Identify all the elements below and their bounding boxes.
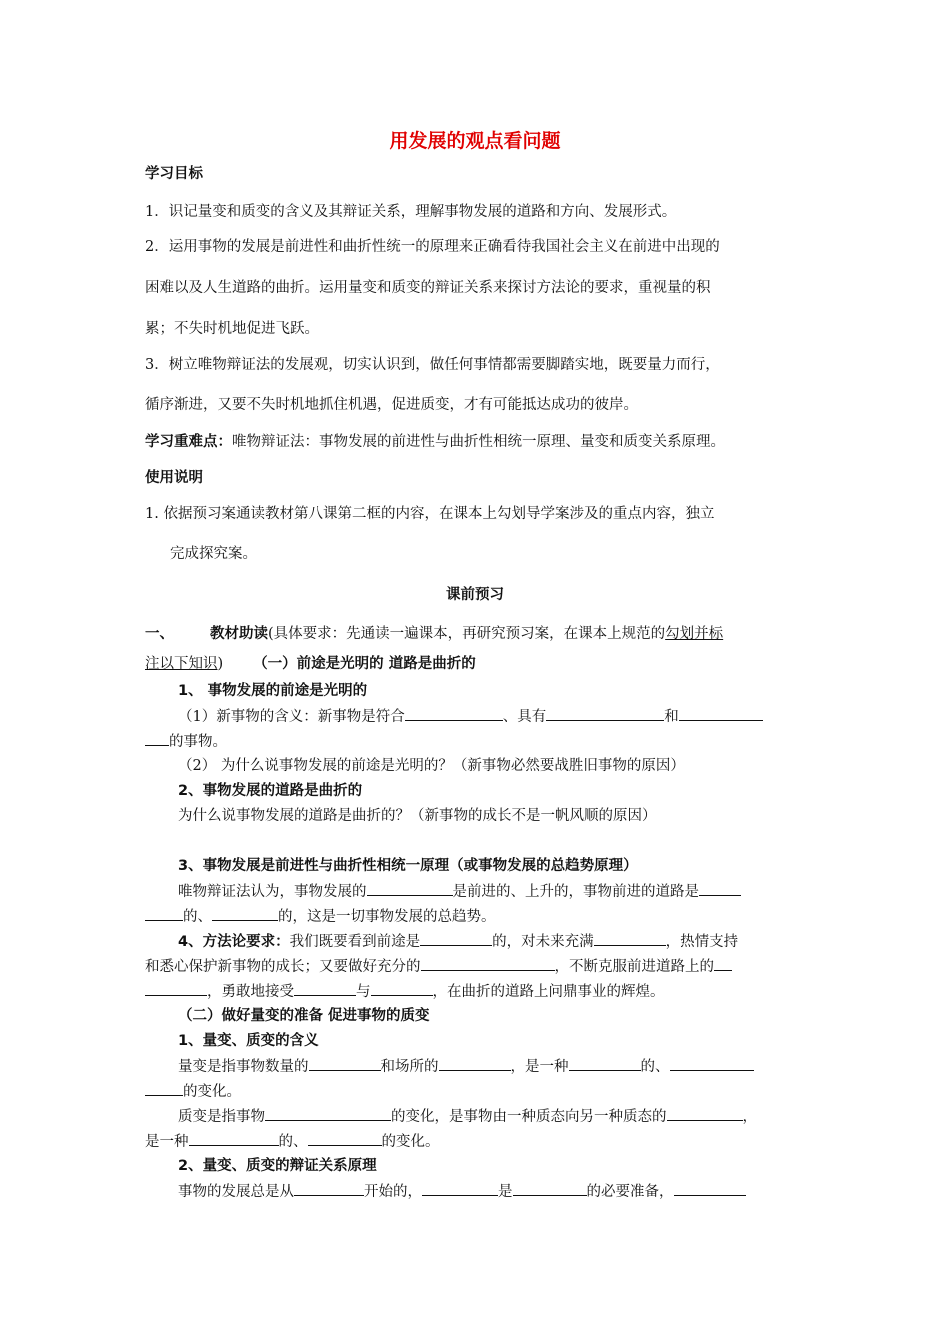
blank[interactable] [294,1181,364,1196]
section-1-title: 教材助读 [210,626,268,642]
goal-3-line-1: 3．树立唯物辩证法的发展观，切实认识到，做任何事情都需要脚踏实地，既要量力而行， [145,357,720,373]
q2-heading: 2、量变、质变的辩证关系原理 [178,1158,377,1174]
item-1-1-line-2: 的事物。 [145,731,227,752]
section-1-line-1 [145,624,723,644]
goal-2-line-1: 2．运用事物的发展是前进性和曲折性统一的原理来正确看待我国社会主义在前进中出现的 [145,239,720,255]
blank[interactable] [265,1106,391,1121]
item-2-question: 为什么说事物发展的道路是曲折的？（新事物的成长不是一帆风顺的原因） [178,808,657,824]
section-1-number: 一、 [145,626,174,642]
key-points [145,432,725,452]
blank[interactable] [212,906,278,921]
part-2-heading: （二）做好量变的准备 促进事物的质变 [178,1008,430,1024]
item-1-heading: 1、 事物发展的前途是光明的 [178,683,368,699]
blank[interactable] [569,1056,641,1071]
section-1-close: ) [217,656,224,672]
blank[interactable] [189,1131,279,1146]
document-title: 用发展的观点看问题 [389,130,561,152]
q1-line-4: 是一种 的、 的变化。 [145,1131,440,1152]
goal-1: 1．识记量变和质变的含义及其辩证关系，理解事物发展的道路和方向、发展形式。 [145,204,677,220]
usage-1-line-2: 完成探究案。 [170,546,257,562]
blank[interactable] [670,1056,754,1071]
goal-3-line-2: 循序渐进，又要不失时机地抓住机遇，促进质变，才有可能抵达成功的彼岸。 [145,397,638,413]
blank[interactable] [145,981,207,996]
item-4-label: 4、方法论要求： [178,934,290,950]
blank[interactable] [367,881,453,896]
item-3-heading: 3、事物发展是前进性与曲折性相统一原理（或事物发展的总趋势原理） [178,858,638,874]
q2-line-1: 事物的发展总是从 开始的， 是 的必要准备， [178,1181,746,1202]
q1-line-2: 的变化。 [145,1081,241,1102]
section-1-underlined-1: 勾划并标 [665,626,724,642]
item-4-line-2: 和悉心保护新事物的成长；又要做好充分的 ，不断克服前进道路上的 [145,956,732,977]
blank[interactable] [679,706,763,721]
item-3-line-1: 唯物辩证法认为，事物发展的 是前进的、上升的，事物前进的道路是 [178,881,741,902]
usage-heading: 使用说明 [145,470,203,486]
blank[interactable] [594,931,666,946]
q1-heading: 1、量变、质变的含义 [178,1033,319,1049]
blank[interactable] [421,956,555,971]
item-4-line-3: ，勇敢地接受 与 ，在曲折的道路上问鼎事业的辉煌。 [145,981,665,1002]
item-2-heading: 2、事物发展的道路是曲折的 [178,783,363,799]
blank[interactable] [405,706,503,721]
blank[interactable] [145,1081,183,1096]
blank[interactable] [667,1106,743,1121]
blank[interactable] [513,1181,587,1196]
item-3-line-2: 的、 的，这是一切事物发展的总趋势。 [145,906,496,927]
q1-line-1: 量变是指事物数量的 和场所的 ，是一种 的、 [178,1056,754,1077]
blank[interactable] [699,881,741,896]
q1-line-3: 质变是指事物 的变化，是事物由一种质态向另一种质态的 ， [178,1106,757,1127]
blank[interactable] [309,1056,381,1071]
item-1-1-line-1: （1）新事物的含义：新事物是符合 、具有 和 [178,706,763,727]
blank[interactable] [294,981,356,996]
key-points-label: 学习重难点： [145,434,232,450]
blank[interactable] [145,906,183,921]
blank[interactable] [439,1056,511,1071]
blank[interactable] [308,1131,382,1146]
blank[interactable] [714,956,732,971]
goals-heading: 学习目标 [145,166,203,182]
goal-2-line-2: 困难以及人生道路的曲折。运用量变和质变的辩证关系来探讨方法论的要求，重视量的积 [145,280,711,296]
section-1-requirement: (具体要求：先通读一遍课本，再研究预习案，在课本上规范的 [268,626,666,642]
blank[interactable] [371,981,433,996]
section-1-underlined-2: 注以下知识 [145,656,218,672]
blank[interactable] [420,931,492,946]
key-points-text: 唯物辩证法：事物发展的前进性与曲折性相统一原理、量变和质变关系原理。 [232,434,725,450]
blank[interactable] [546,706,664,721]
part-1-heading: （一）前途是光明的 道路是曲折的 [253,656,476,672]
blank[interactable] [145,731,169,746]
usage-1-line-1: 1. 依据预习案通读教材第八课第二框的内容，在课本上勾划导学案涉及的重点内容，独立 [145,506,715,522]
item-4-line-1: 4、方法论要求：我们既要看到前途是 的，对未来充满 ，热情支持 [178,931,738,952]
blank[interactable] [674,1181,746,1196]
blank[interactable] [422,1181,498,1196]
item-1-2: （2） 为什么说事物发展的前途是光明的？（新事物必然要战胜旧事物的原因） [178,758,685,774]
section-1-line-2 [145,654,476,674]
preview-heading: 课前预习 [446,587,504,603]
goal-2-line-3: 累；不失时机地促进飞跃。 [145,321,319,337]
